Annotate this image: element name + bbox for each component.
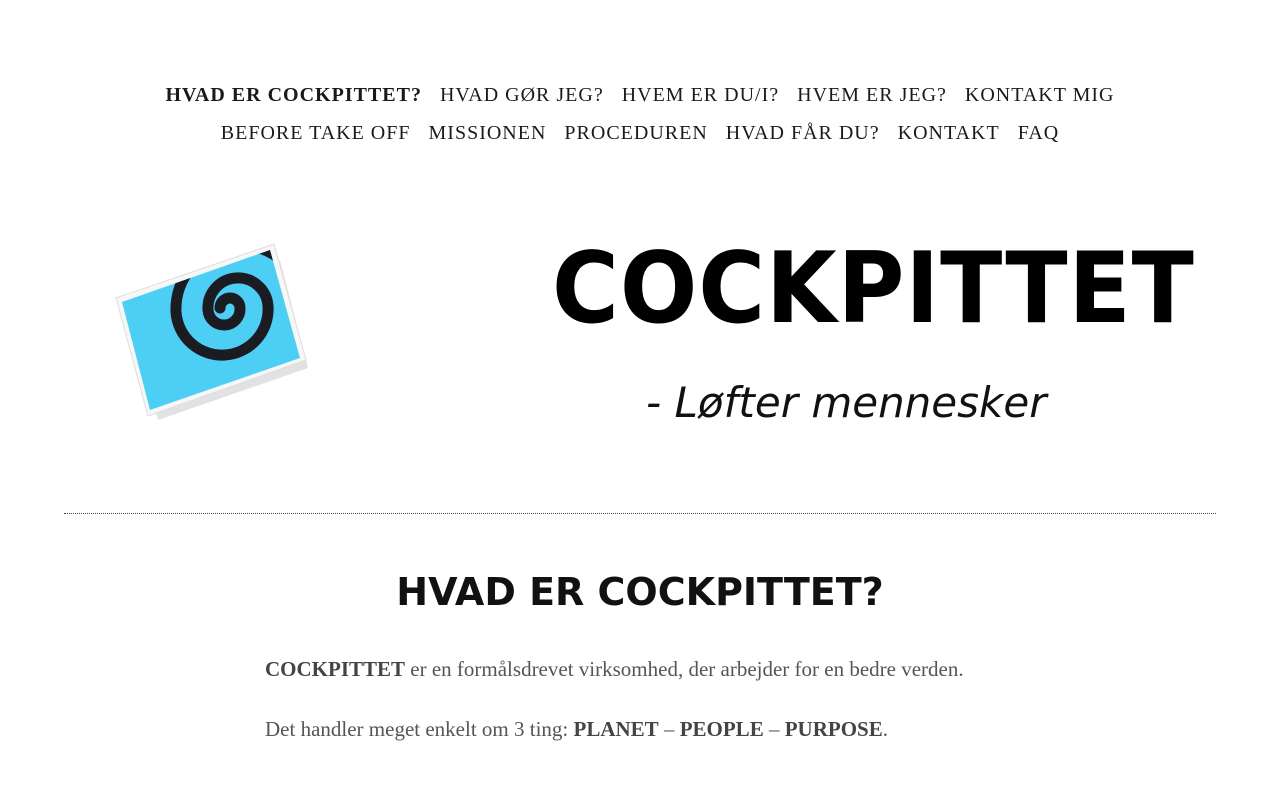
intro-paragraph — [265, 654, 995, 684]
brand-name-bold: COCKPITTET — [265, 657, 406, 681]
separator-1: – — [658, 717, 680, 741]
nav-row-secondary — [0, 114, 1280, 152]
nav-item-missionen[interactable]: MISSIONEN — [428, 121, 547, 144]
period: . — [882, 717, 888, 741]
page-content — [265, 654, 995, 774]
nav-item-hvad-er-cockpittet[interactable]: HVAD ER COCKPITTET? — [165, 83, 422, 106]
header-banner[interactable] — [64, 200, 1216, 490]
spiral-logo-icon — [110, 240, 310, 390]
intro-text: er en formålsdrevet virksomhed, der arbejder for en bedre verden. — [405, 657, 964, 681]
nav-item-proceduren[interactable]: PROCEDUREN — [564, 121, 708, 144]
brand-tagline: - Løfter mennesker — [646, 378, 1047, 427]
nav-item-hvem-er-jeg[interactable]: HVEM ER JEG? — [797, 83, 947, 106]
page-title: HVAD ER COCKPITTET? — [396, 570, 884, 614]
nav-row-primary — [0, 76, 1280, 114]
nav-item-hvad-goer-jeg[interactable]: HVAD GØR JEG? — [439, 83, 604, 106]
three-things-paragraph — [265, 714, 995, 744]
nav-item-faq[interactable]: FAQ — [1017, 121, 1060, 144]
nav-item-before-take-off[interactable]: BEFORE TAKE OFF — [220, 121, 411, 144]
people-bold: PEOPLE — [679, 717, 764, 741]
planet-bold: PLANET — [573, 717, 659, 741]
three-things-lead: Det handler meget enkelt om 3 ting: — [265, 717, 574, 741]
header-divider — [64, 513, 1216, 514]
nav-item-hvad-faar-du[interactable]: HVAD FÅR DU? — [725, 121, 880, 144]
brand-title: COCKPITTET — [552, 232, 1195, 346]
purpose-bold: PURPOSE — [784, 717, 883, 741]
main-navigation — [0, 76, 1280, 152]
separator-2: – — [763, 717, 785, 741]
nav-item-kontakt-mig[interactable]: KONTAKT MIG — [964, 83, 1115, 106]
spiral-logo-svg — [110, 240, 350, 440]
nav-item-hvem-er-du[interactable]: HVEM ER DU/I? — [621, 83, 780, 106]
nav-item-kontakt[interactable]: KONTAKT — [897, 121, 1000, 144]
